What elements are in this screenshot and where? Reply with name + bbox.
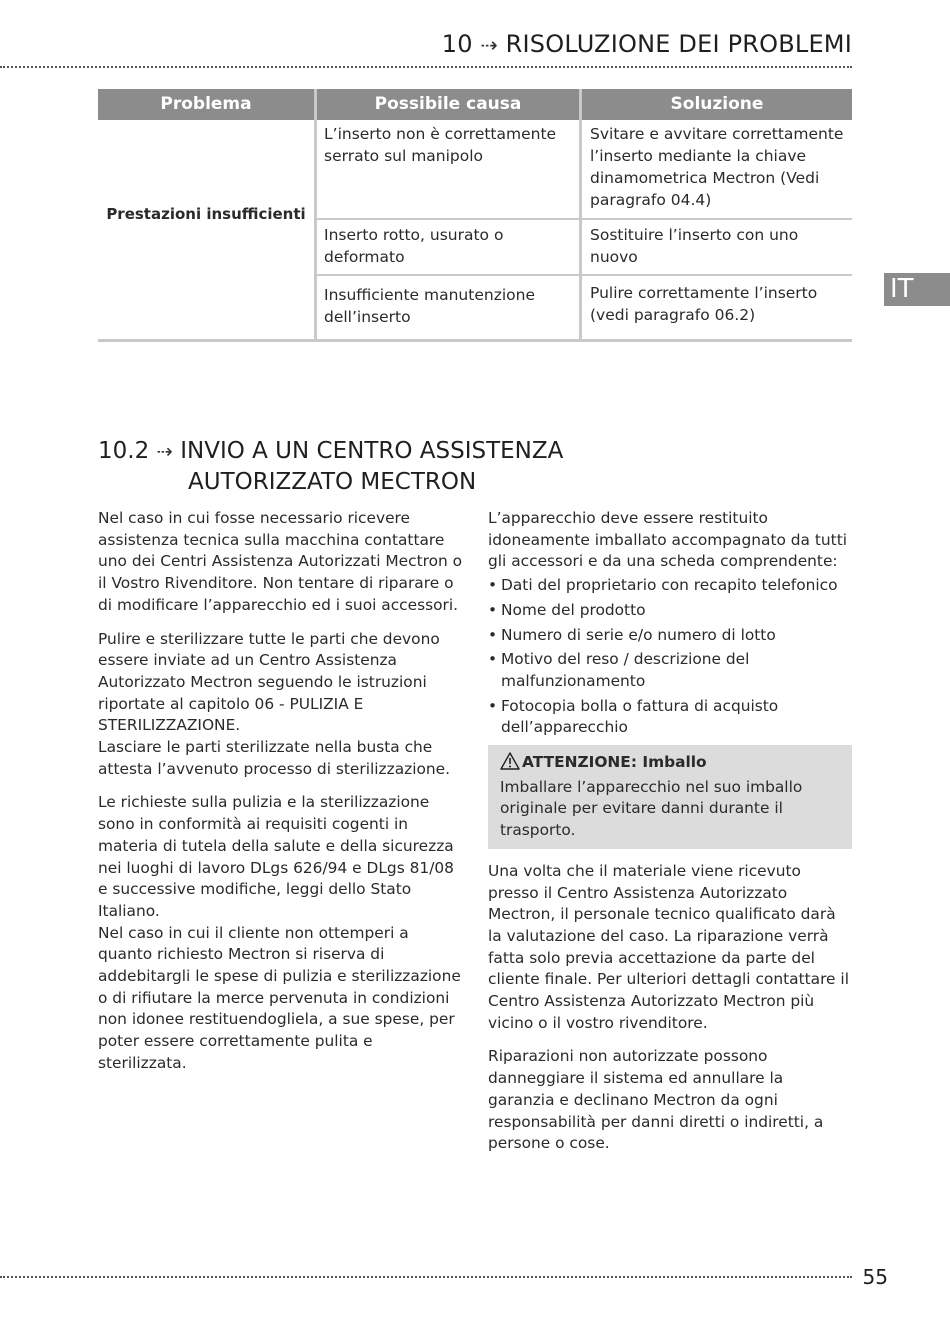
chapter-title-text: RISOLUZIONE DEI PROBLEMI (505, 30, 852, 58)
list-item: • Nome del prodotto (488, 600, 852, 622)
section-number: 10.2 (98, 438, 150, 464)
section-title (98, 436, 563, 497)
list-item: • Numero di serie e/o numero di lotto (488, 625, 852, 647)
paragraph: L’apparecchio deve essere restituito idoneamente imballato accompagnato da tutti gli accessori e da una scheda comprendente: (488, 509, 848, 571)
table-bottom-border (98, 339, 852, 342)
paragraph (98, 629, 464, 781)
solution-cell: Sostituire l’inserto con uno nuovo (590, 226, 799, 266)
chapter-title (442, 30, 852, 58)
dotted-arrow-icon: ⇢ (156, 440, 173, 463)
paragraph-part: Le richieste sulla pulizia e la sterilizzazione sono in conformità ai requisiti cogenti in materia di tutela della salute e della sicurezza nei luoghi di lavoro DLgs 626/94 e DLgs 81/08 e successive modifiche, leggi dello Stato Italiano. (98, 793, 454, 920)
solution-cell: Pulire correttamente l’inserto (vedi paragrafo 06.2) (590, 284, 818, 324)
paragraph-part: Lasciare le parti sterilizzate nella busta che attesta l’avvenuto processo di sterilizzazione. (98, 738, 451, 778)
table-header-causa: Possibile causa (317, 89, 579, 120)
row-divider (317, 274, 852, 276)
warning-text: Imballare l’apparecchio nel suo imballo originale per evitare danni durante il trasporto. (500, 777, 803, 840)
column-divider (579, 89, 582, 340)
footer-divider (0, 1276, 852, 1278)
paragraph-part: Pulire e sterilizzare tutte le parti che devono essere inviate ad un Centro Assistenza Autorizzato Mectron seguendo le istruzioni riportate al capitolo 06 - PULIZIA E STERILIZZAZIONE. (98, 629, 440, 735)
paragraph: Riparazioni non autorizzate possono danneggiare il sistema ed annullare la garanzia e declinano Mectron da ogni responsabilità per danni diretti o indiretti, a persone o cose. (488, 1047, 824, 1153)
cause-cell: L’inserto non è correttamente serrato sul manipolo (324, 125, 557, 165)
section-title-line1: INVIO A UN CENTRO ASSISTENZA (180, 438, 564, 464)
dotted-arrow-icon: ⇢ (480, 33, 498, 57)
section-title-line2: AUTORIZZATO MECTRON (188, 469, 477, 495)
problem-cell: Prestazioni insufficienti (106, 205, 306, 223)
bullet-list (488, 575, 852, 739)
list-item: • Dati del proprietario con recapito telefonico (488, 575, 852, 597)
warning-triangle-icon (500, 752, 520, 777)
cause-cell: Insufficiente manutenzione dell’inserto (324, 286, 535, 326)
table-header-soluzione: Soluzione (582, 89, 852, 120)
row-divider (317, 218, 852, 220)
table-header-problema: Problema (98, 89, 314, 120)
solution-cell: Svitare e avvitare correttamente l’inserto mediante la chiave dinamometrica Mectron (Vedi paragrafo 04.4) (590, 125, 844, 209)
language-tab: IT (884, 273, 950, 306)
right-column (488, 508, 852, 1167)
paragraph (98, 792, 464, 1074)
header-divider (0, 66, 852, 68)
cause-cell: Inserto rotto, usurato o deformato (324, 226, 504, 266)
chapter-number: 10 (441, 30, 473, 58)
page-number: 55 (862, 1265, 888, 1289)
warning-box (488, 745, 852, 849)
paragraph: Una volta che il materiale viene ricevuto presso il Centro Assistenza Autorizzato Mectron, il personale tecnico qualificato darà la valutazione del caso. La riparazione verrà fatta solo previa accettazione da parte del cliente finale. Per ulteriori dettagli contattare il Centro Assistenza Autorizzato Mectron più vicino o il vostro rivenditore. (488, 861, 849, 1032)
list-item: • Fotocopia bolla o fattura di acquisto dell’apparecchio (488, 696, 852, 739)
left-column (98, 508, 464, 1087)
warning-title: ATTENZIONE: Imballo (522, 753, 707, 772)
paragraph-part: Nel caso in cui il cliente non ottemperi a quanto richiesto Mectron si riserva di addebitargli le spese di pulizia e sterilizzazione o di rifiutare la merce pervenuta in condizioni non idonee restituendogliela, a sue spese, per poter essere correttamente pulita e sterilizzata. (98, 923, 461, 1072)
column-divider (314, 89, 317, 340)
troubleshooting-table (98, 89, 852, 342)
paragraph: Nel caso in cui fosse necessario ricevere assistenza tecnica sulla macchina contattare uno dei Centri Assistenza Autorizzati Mectron o il Vostro Rivenditore. Non tentare di riparare o di modificare l’apparecchio ed i suoi accessori. (98, 509, 463, 614)
list-item: • Motivo del reso / descrizione del malfunzionamento (488, 649, 852, 692)
